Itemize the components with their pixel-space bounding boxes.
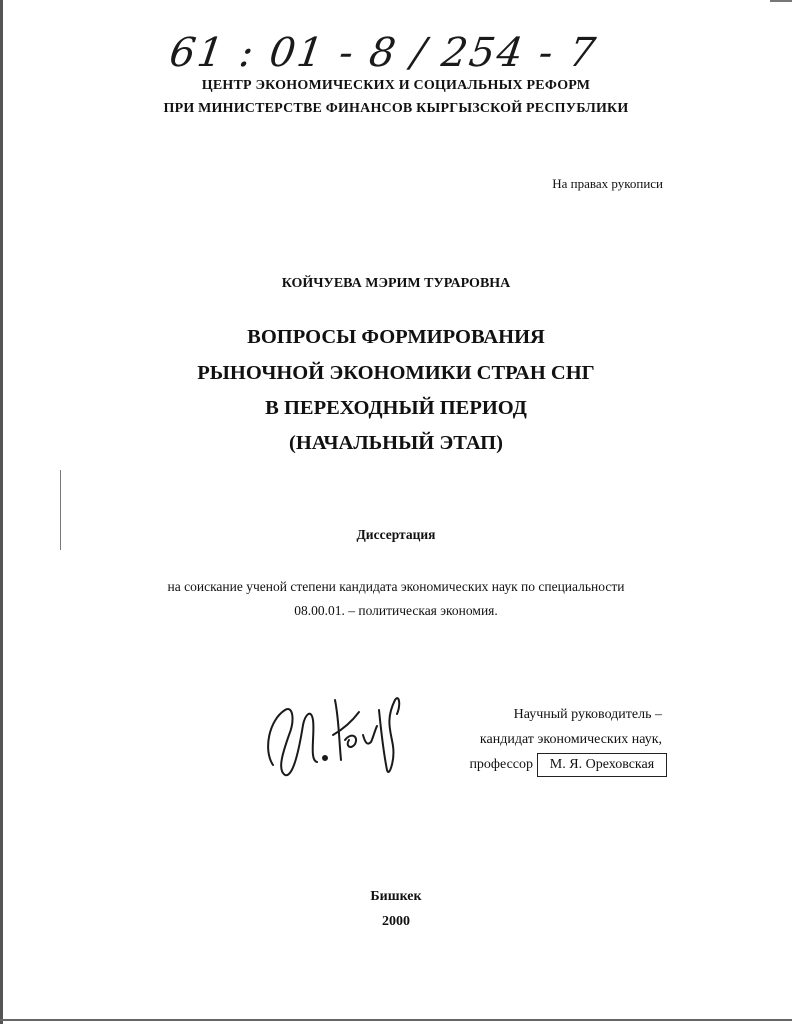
- organization-line-1: ЦЕНТР ЭКОНОМИЧЕСКИХ И СОЦИАЛЬНЫХ РЕФОРМ: [201, 78, 591, 93]
- city: Бишкек: [370, 889, 422, 904]
- supervisor-line-1: Научный руководитель –: [513, 707, 662, 722]
- supervisor-line-2: кандидат экономических наук,: [479, 732, 662, 747]
- author-name: КОЙЧУЕВА МЭРИМ ТУРАРОВНА: [281, 276, 511, 291]
- supervisor-title: профессор: [469, 757, 533, 772]
- scan-mark-top-right: [770, 0, 792, 2]
- purpose-line-1: на соискание ученой степени кандидата экономических наук по специальности: [167, 579, 625, 594]
- rights-note: На правах рукописи: [552, 176, 663, 191]
- document-type: Диссертация: [356, 527, 436, 542]
- title-line-4: (НАЧАЛЬНЫЙ ЭТАП): [289, 432, 503, 454]
- archive-number: 61 : 01 - 8 / 254 - 7: [166, 30, 600, 76]
- title-line-3: В ПЕРЕХОДНЫЙ ПЕРИОД: [265, 397, 527, 419]
- title-line-1: ВОПРОСЫ ФОРМИРОВАНИЯ: [247, 326, 545, 348]
- year: 2000: [382, 914, 410, 929]
- purpose-line-2: 08.00.01. – политическая экономия.: [294, 603, 498, 618]
- scan-edge-left: [0, 0, 3, 1024]
- supervisor-name-box: М. Я. Ореховская: [537, 753, 667, 777]
- organization-line-2: ПРИ МИНИСТЕРСТВЕ ФИНАНСОВ КЫРГЫЗСКОЙ РЕСПУБЛИКИ: [163, 101, 629, 116]
- scan-mark-left: [60, 470, 61, 550]
- handwritten-signature: [255, 680, 415, 790]
- scan-edge-bottom: [0, 1019, 792, 1021]
- title-line-2: РЫНОЧНОЙ ЭКОНОМИКИ СТРАН СНГ: [197, 362, 595, 384]
